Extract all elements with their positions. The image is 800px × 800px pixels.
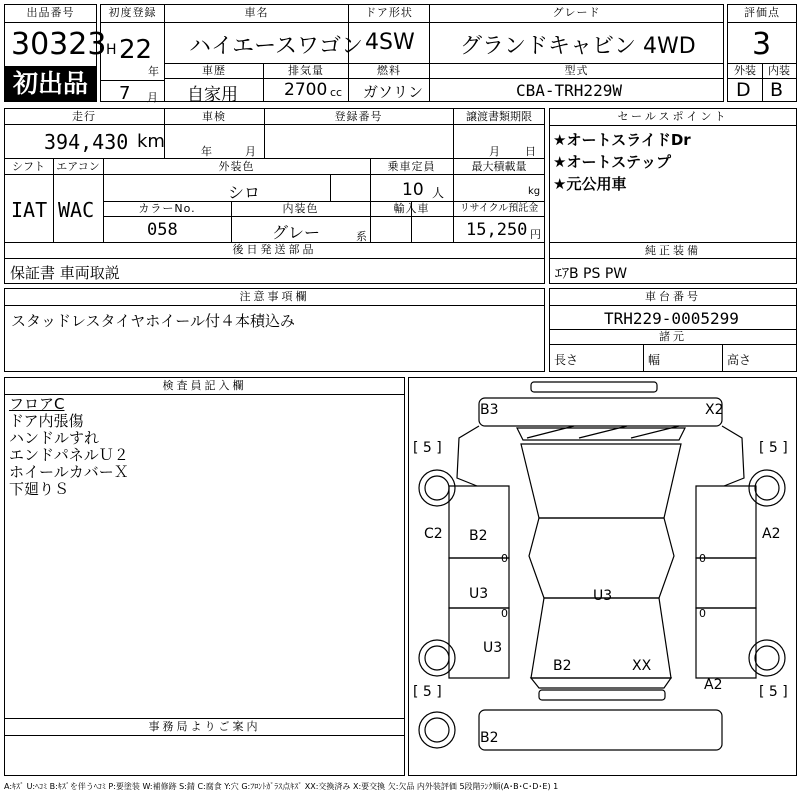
mark-c2: C2 xyxy=(424,526,443,542)
car-name: ハイエースワゴン xyxy=(189,34,364,59)
car-name-label: 車名 xyxy=(244,6,269,19)
aircon: WAC xyxy=(58,198,95,222)
recycle-unit: 円 xyxy=(530,228,541,241)
spec-length-label: 長さ xyxy=(554,353,579,367)
model-box xyxy=(429,63,724,102)
interior-color-label: 内装色 xyxy=(282,202,319,215)
sales-point-1: ★オートスライドDr xyxy=(553,131,691,149)
mark-zero-b: 0 xyxy=(699,552,706,565)
registration-number-label: 登録番号 xyxy=(334,110,383,123)
mark-zero-a: 0 xyxy=(501,552,508,565)
chassis-box xyxy=(549,288,797,372)
grade-label: グレード xyxy=(552,6,601,19)
inspection-label: 車検 xyxy=(202,110,226,123)
capacity: 10 xyxy=(402,180,424,200)
equipment-box xyxy=(549,242,797,284)
exterior-grade: D xyxy=(736,79,751,101)
fuel-label: 燃料 xyxy=(377,64,401,77)
interior-grade: B xyxy=(770,79,784,101)
mark-u3-center: U3 xyxy=(593,588,613,604)
sales-point-2: ★オートステップ xyxy=(553,153,671,171)
interior-label: 内装 xyxy=(768,64,790,77)
shift-label: シフト xyxy=(12,160,45,173)
inspector-line-4: エンドパネルＵ２ xyxy=(9,446,129,464)
transfer-deadline-label: 譲渡書類期限 xyxy=(466,110,532,123)
displacement: 2700 xyxy=(284,80,328,100)
inspector-label: 検査員記入欄 xyxy=(162,379,247,392)
office-label: 事務局よりご案内 xyxy=(148,720,261,733)
inspector-line-2: ドア内張傷 xyxy=(9,412,84,430)
recycle-label: リサイクル預託金 xyxy=(459,203,539,214)
transfer-month-unit: 月 xyxy=(489,145,500,158)
first-listing-badge: 初出品 xyxy=(5,66,96,101)
inspection-year-unit: 年 xyxy=(201,145,212,158)
interior-color: グレー xyxy=(272,223,321,242)
notes-label: 注意事項欄 xyxy=(239,290,310,303)
inspector-line-5: ホイールカバーＸ xyxy=(9,463,129,481)
load-unit: kg xyxy=(528,186,541,197)
mark-tire-rear-right: [ 5 ] xyxy=(759,684,788,700)
spec-width-label: 幅 xyxy=(648,353,661,367)
mark-b3: B3 xyxy=(480,402,499,418)
notes: スタッドレスタイヤホイール付４本積込み xyxy=(11,312,295,330)
history-label: 車歴 xyxy=(202,64,226,77)
mark-b2-rear: B2 xyxy=(480,730,499,746)
chassis-label: 車台番号 xyxy=(645,290,701,303)
grade-box xyxy=(429,4,724,64)
grade: グランドキャビン 4WD xyxy=(460,34,696,59)
exterior-label: 外装 xyxy=(734,64,756,77)
model-code: CBA-TRH229W xyxy=(516,81,622,100)
inspector-line-1: フロアC xyxy=(9,395,65,413)
registration-box xyxy=(100,4,165,102)
capacity-unit: 人 xyxy=(432,186,445,200)
spec-height-label: 高さ xyxy=(727,353,752,367)
score-label: 評価点 xyxy=(744,6,780,19)
mark-zero-d: 0 xyxy=(699,607,706,620)
mark-a2-right: A2 xyxy=(762,526,781,542)
notes-box xyxy=(4,288,545,372)
door-box xyxy=(348,4,430,64)
score-box xyxy=(727,4,797,102)
mileage-label: 走行 xyxy=(72,110,96,123)
inspector-box xyxy=(4,377,405,719)
mileage: 394,430 xyxy=(44,130,129,154)
interior-color-unit: 系 xyxy=(356,230,367,243)
car-outline-diagram xyxy=(409,378,796,775)
mark-u3-left: U3 xyxy=(469,586,489,602)
score: 3 xyxy=(752,27,772,62)
sales-point-box xyxy=(549,108,797,243)
chassis-number: TRH229-0005299 xyxy=(604,309,739,328)
import-label: 輸入車 xyxy=(393,202,430,215)
parts: 保証書 車両取説 xyxy=(10,264,120,282)
displacement-box xyxy=(263,63,349,102)
mark-a2-lower: A2 xyxy=(704,677,723,693)
mileage-unit: km xyxy=(137,131,165,152)
transfer-day-unit: 日 xyxy=(525,145,536,158)
registration-label: 初度登録 xyxy=(108,6,157,19)
displacement-label: 排気量 xyxy=(288,64,324,77)
office-box xyxy=(4,718,405,776)
mark-tire-rear-left: [ 5 ] xyxy=(413,684,442,700)
inspection-month-unit: 月 xyxy=(245,145,256,158)
sales-point-label: セールスポイント xyxy=(617,110,729,123)
door-label: ドア形状 xyxy=(365,6,413,19)
parts-label: 後日発送部品 xyxy=(232,243,317,256)
door-shape: 4SW xyxy=(365,30,415,55)
mark-xx: XX xyxy=(632,658,652,674)
inspector-line-3: ハンドルすれ xyxy=(9,429,100,447)
equipment: ｴｱB PS PW xyxy=(555,266,628,282)
damage-diagram xyxy=(408,377,797,776)
lot-number-label: 出品番号 xyxy=(26,6,75,19)
mark-tire-front-left: [ 5 ] xyxy=(413,440,442,456)
mark-b2-mid: B2 xyxy=(553,658,572,674)
fuel-box xyxy=(348,63,430,102)
aircon-label: エアコン xyxy=(56,160,100,173)
mark-u3-lower: U3 xyxy=(483,640,503,656)
history: 自家用 xyxy=(187,85,238,105)
color-number: 058 xyxy=(147,220,178,240)
mark-x2: X2 xyxy=(705,402,724,418)
registration-month-unit: 月 xyxy=(147,91,158,104)
lot-number: 30323 xyxy=(11,27,107,62)
registration-era: H xyxy=(106,42,117,58)
displacement-unit: cc xyxy=(330,86,343,99)
capacity-label: 乗車定員 xyxy=(387,160,436,173)
car-name-box xyxy=(164,4,364,64)
load-label: 最大積載量 xyxy=(471,160,527,173)
inspector-line-6: 下廻りＳ xyxy=(9,480,70,498)
mark-zero-c: 0 xyxy=(501,607,508,620)
history-box xyxy=(164,63,264,105)
sales-point-3: ★元公用車 xyxy=(553,175,627,193)
shift: IAT xyxy=(11,198,48,222)
registration-month: 7 xyxy=(119,83,131,104)
equipment-label: 純正装備 xyxy=(645,244,701,257)
exterior-color: シロ xyxy=(228,183,261,202)
specs-label: 諸元 xyxy=(659,330,687,343)
exterior-color-label: 外装色 xyxy=(218,160,255,173)
registration-year: 22 xyxy=(119,35,153,65)
fuel: ガソリン xyxy=(363,83,424,101)
mark-b2-front: B2 xyxy=(469,528,488,544)
recycle-fee: 15,250 xyxy=(466,220,528,240)
legend: A:ｷｽﾞ U:ﾍｺﾐ B:ｷｽﾞを伴うﾍｺﾐ P:要塗装 W:補修跡 S:錆 C:腐食 Y:穴 G:ﾌﾛﾝﾄｶﾞﾗｽ点ｷｽﾞ XX:交換済み X:要交換 欠:欠品 内外装評価 5段階ﾗﾝｸ順(A･B･C･D･E) 1 xyxy=(4,782,559,791)
color-number-label: カラーNo. xyxy=(138,202,196,215)
model-label: 型式 xyxy=(564,64,589,77)
registration-year-unit: 年 xyxy=(148,65,159,78)
mark-tire-front-right: [ 5 ] xyxy=(759,440,788,456)
